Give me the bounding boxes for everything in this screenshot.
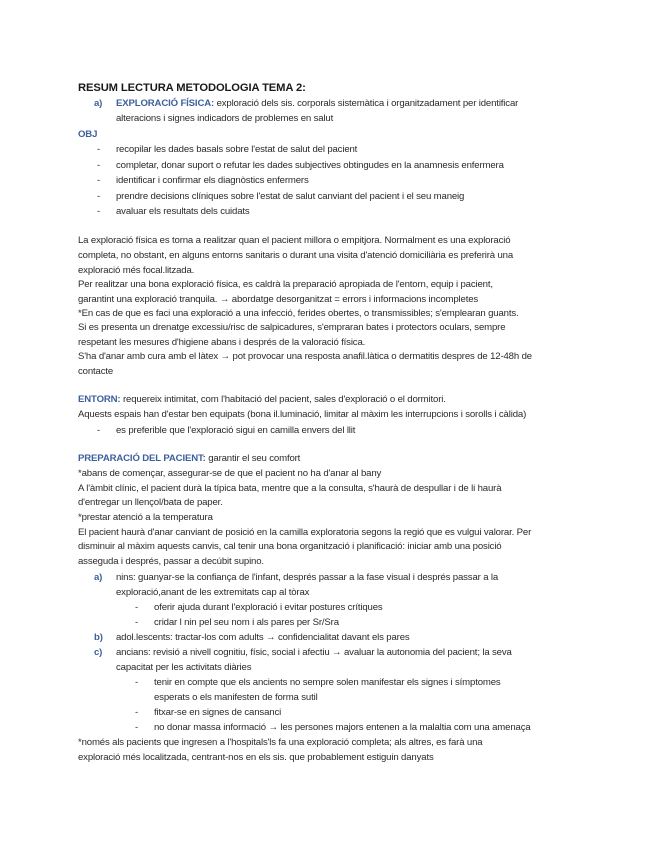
section-a-line-1 xyxy=(116,98,518,110)
list-a-sub: oferir ajuda durant l'exploració i evitar postures crítiques xyxy=(154,602,383,613)
obj-item: recopilar les dades basals sobre l'estat de salut del pacient xyxy=(116,144,358,155)
section-a-text-1: exploració dels sis. corporals sistemàtica i organitzadament per identificar xyxy=(216,98,519,109)
paragraph-line: garantint una exploració tranquila. → abordatge desorganitzat = errors i informacions incompletes xyxy=(78,294,479,305)
list-c-sub-cont: esperats o els manifesten de forma sutil xyxy=(154,692,318,703)
bullet-dash: - xyxy=(97,191,101,202)
list-c-line-1: ancians: revisió a nivell cognitiu, físic, social i afectiu → avaluar la autonomia del pacient; la seva xyxy=(116,647,512,658)
obj-item: prendre decisions clíniques sobre l'estat de salut canviant del pacient i el seu maneig xyxy=(116,191,465,202)
bullet-dash: - xyxy=(97,160,101,171)
list-a-marker: a) xyxy=(94,572,103,583)
paragraph-line: S'ha d'anar amb cura amb el làtex → pot provocar una resposta anafil.làtica o dermatitis despres de 12-48h de xyxy=(78,351,532,362)
list-c-marker: c) xyxy=(94,647,103,658)
final-note-line: *només als pacients que ingresen a l'hospitals'ls fa una exploració completa; als altres, es farà una xyxy=(78,737,483,748)
prep-line: asseguda i després, passar a decúbit supino. xyxy=(78,556,264,567)
list-c-line-2: capacitat per les activitats diàries xyxy=(116,662,252,673)
list-b-marker: b) xyxy=(94,632,103,643)
paragraph-line: Per realitzar una bona exploració física, es caldrà la preparació apropiada de l'entorn, equip i pacient, xyxy=(78,279,493,290)
paragraph-line: respetant les mesures d'higiene abans i després de la valoració física. xyxy=(78,337,366,348)
section-a-marker: a) xyxy=(94,98,103,109)
obj-item: identificar i confirmar els diagnòstics enfermers xyxy=(116,175,309,186)
paragraph-line: Si es presenta un drenatge excessiu/risc de salpicadures, s'empraran bates i protectors oculars, sempre xyxy=(78,322,506,333)
prep-line: A l'àmbit clínic, el pacient durà la típica bata, mentre que a la consulta, s'haurà de despullar i de li haurà xyxy=(78,483,502,494)
paragraph-line: *En cas de que es faci una exploració a una infecció, ferides obertes, o transmissibles; s'emplearan guants. xyxy=(78,308,519,319)
bullet-dash: - xyxy=(135,722,139,733)
entorn-text: requereix intimitat, com l'habitació del pacient, sales d'exploració o el dormitori. xyxy=(123,394,446,405)
prep-line-1 xyxy=(78,453,300,465)
prep-text: garantir el seu comfort xyxy=(208,453,301,464)
obj-heading: OBJ xyxy=(78,129,98,140)
entorn-line-2: Aquests espais han d'estar ben equipats (bona il.luminació, limitar al màxim les interrupcions i sorolls i càlida) xyxy=(78,409,527,420)
paragraph-line: completa, no obstant, en alguns entorns sanitaris o durant una visita d'atenció domiciliària es preferirà una xyxy=(78,250,514,261)
list-c-sub: no donar massa informació → les persones majors entenen a la malaltia com una amenaça xyxy=(154,722,531,733)
prep-heading: PREPARACIÓ DEL PACIENT: xyxy=(78,453,206,464)
obj-item: avaluar els resultats dels cuidats xyxy=(116,206,250,217)
list-a-sub: cridar l nin pel seu nom i als pares per Sr/Sra xyxy=(154,617,339,628)
bullet-dash: - xyxy=(97,144,101,155)
paragraph-line: contacte xyxy=(78,366,114,377)
prep-line: El pacient haurà d'anar canviant de posició en la camilla exploratoria segons la regió que es vulgui valorar. Per xyxy=(78,527,532,538)
bullet-dash: - xyxy=(135,707,139,718)
list-c-sub: tenir en compte que els ancients no sempre solen manifestar els signes i símptomes xyxy=(154,677,501,688)
list-c-sub: fitxar-se en signes de cansanci xyxy=(154,707,282,718)
prep-line: *prestar atenció a la temperatura xyxy=(78,512,213,523)
list-a-line-1: nins: guanyar-se la confiança de l'infant, després passar a la fase visual i després passar a la xyxy=(116,572,499,583)
final-note-line: exploració més localitzada, centrant-nos en els sis. que probablement estiguin danyats xyxy=(78,752,434,763)
obj-item: completar, donar suport o refutar les dades subjectives obtingudes en la anamnesis enfermera xyxy=(116,160,504,171)
prep-line: *abans de començar, assegurar-se de que el pacient no ha d'anar al bany xyxy=(78,468,382,479)
bullet-dash: - xyxy=(97,425,101,436)
bullet-dash: - xyxy=(135,617,139,628)
bullet-dash: - xyxy=(135,602,139,613)
list-b-line-1: adol.lescents: tractar-los com adults → confidencialitat davant els pares xyxy=(116,632,410,643)
section-a-heading: EXPLORACIÓ FÍSICA: xyxy=(116,98,215,109)
entorn-line-1 xyxy=(78,394,446,406)
entorn-dash-item: es preferible que l'exploració sigui en camilla envers del llit xyxy=(116,425,356,436)
page-title: RESUM LECTURA METODOLOGIA TEMA 2: xyxy=(78,82,306,94)
prep-line: d'entregar un llençol/bata de paper. xyxy=(78,497,223,508)
prep-line: disminuir al màxim aquests canvis, cal tenir una bona organització i planificació: iniciar amb una posició xyxy=(78,541,502,552)
bullet-dash: - xyxy=(97,206,101,217)
paragraph-line: exploració més focal.litzada. xyxy=(78,265,195,276)
bullet-dash: - xyxy=(97,175,101,186)
paragraph-line: La exploració física es torna a realitzar quan el pacient millora o empitjora. Normalment es una exploració xyxy=(78,235,511,246)
entorn-heading: ENTORN: xyxy=(78,394,121,405)
section-a-text-2: alteracions i signes indicadors de problemes en salut xyxy=(116,113,334,124)
list-a-line-2: exploració,anant de les extremitats cap al tòrax xyxy=(116,587,310,598)
bullet-dash: - xyxy=(135,677,139,688)
